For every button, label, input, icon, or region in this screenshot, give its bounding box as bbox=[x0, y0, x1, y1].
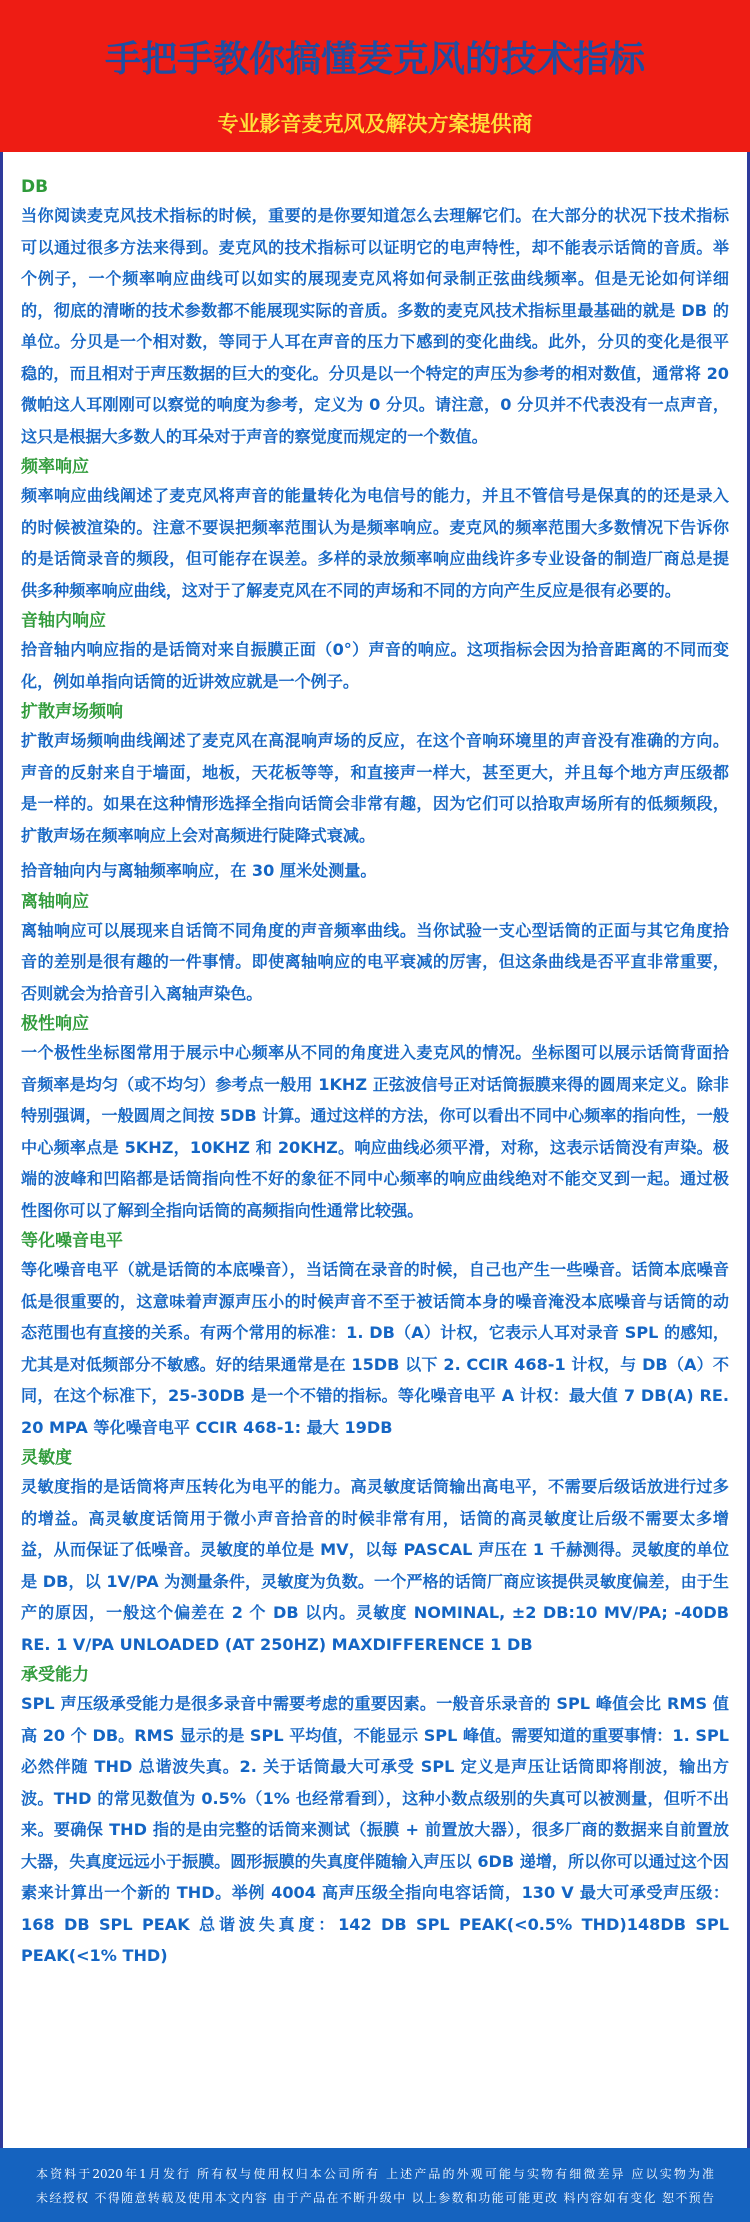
footer-disclaimer-line-2: 未经授权 不得随意转载及使用本文内容 由于产品在不断升级中 以上参数和功能可能更改 料内容如有变化 恕不预告 bbox=[36, 2191, 714, 2205]
section-text-spl-handling: SPL 声压级承受能力是很多录音中需要考虑的重要因素。一般音乐录音的 SPL 峰值会比 RMS 值高 20 个 DB。RMS 显示的是 SPL 平均值，不能显示 SPL 峰值。需要知道的重要事情：1. SPL 必然伴随 THD 总谐波失真。2. 关于话筒最大可承受 SPL 定义是声压让话筒即将削波，输出方波。THD 的常见数值为 0.5%（1% 也经常看到），这种小数点级别的失真可以被测量，但听不出来。要确保 THD 指的是由完整的话筒来测试（振膜 + 前置放大器），很多厂商的数据来自前置放大器，失真度远远小于振膜。圆形振膜的失真度伴随输入声压以 6DB 递增，所以你可以通过这个因素来计算出一个新的 THD。举例 4004 高声压级全指向电容话筒，130 V 最大可承受声压级：168 DB SPL PEAK 总谐波失真度：142 DB SPL PEAK(<0.5% THD)148DB SPL PEAK(<1% THD) bbox=[21, 1694, 729, 1965]
section-text-db: 当你阅读麦克风技术指标的时候，重要的是你要知道怎么去理解它们。在大部分的状况下技术指标可以通过很多方法来得到。麦克风的技术指标可以证明它的电声特性，却不能表示话筒的音质。举个例子，一个频率响应曲线可以如实的展现麦克风将如何录制正弦曲线频率。但是无论如何详细的，彻底的清晰的技术参数都不能展现实际的音质。多数的麦克风技术指标里最基础的就是 DB 的单位。分贝是一个相对数，等同于人耳在声音的压力下感到的变化曲线。此外，分贝的变化是很平稳的，而且相对于声压数据的巨大的变化。分贝是以一个特定的声压为参考的相对数值，通常将 20 微帕这人耳刚刚可以察觉的响度为参考，定义为 0 分贝。请注意，0 分贝并不代表没有一点声音，这只是根据大多数人的耳朵对于声音的察觉度而规定的一个数值。 bbox=[21, 206, 729, 446]
section-title-db: DB bbox=[21, 177, 49, 197]
section-title-spl-handling: 承受能力 bbox=[21, 1665, 89, 1685]
section-title-on-axis-response: 音轴内响应 bbox=[21, 611, 106, 631]
section-text-sensitivity: 灵敏度指的是话筒将声压转化为电平的能力。高灵敏度话筒输出高电平，不需要后级话放进行过多的增益。高灵敏度话筒用于微小声音拾音的时候非常有用，话筒的高灵敏度让后级不需要太多增益，从而保证了低噪音。灵敏度的单位是 MV，以每 PASCAL 声压在 1 千赫测得。灵敏度的单位是 DB，以 1V/PA 为测量条件，灵敏度为负数。一个严格的话筒厂商应该提供灵敏度偏差，由于生产的原因，一般这个偏差在 2 个 DB 以内。灵敏度 NOMINAL, ±2 DB:10 MV/PA; -40DB RE. 1 V/PA UNLOADED (AT 250HZ) MAXDIFFERENCE 1 DB bbox=[21, 1477, 729, 1654]
page-footer bbox=[0, 2148, 750, 2222]
article-body bbox=[0, 152, 750, 2148]
section-title-frequency-response: 频率响应 bbox=[21, 457, 89, 477]
page-header bbox=[0, 0, 750, 152]
section-title-equivalent-noise: 等化噪音电平 bbox=[21, 1231, 123, 1251]
section-text-on-axis-response: 拾音轴内响应指的是话筒对来自振膜正面（0°）声音的响应。这项指标会因为拾音距离的不同而变化，例如单指向话筒的近讲效应就是一个例子。 bbox=[21, 640, 729, 691]
section-text-frequency-response: 频率响应曲线阐述了麦克风将声音的能量转化为电信号的能力，并且不管信号是保真的的还是录入的时候被渲染的。注意不要误把频率范围认为是频率响应。麦克风的频率范围大多数情况下告诉你的是话筒录音的频段，但可能存在误差。多样的录放频率响应曲线许多专业设备的制造厂商总是提供多种频率响应曲线，这对于了解麦克风在不同的声场和不同的方向产生反应是很有必要的。 bbox=[21, 486, 729, 600]
page-title: 手把手教你搞懂麦克风的技术指标 bbox=[104, 39, 645, 80]
section-text-diffuse-field-response: 扩散声场频响曲线阐述了麦克风在高混响声场的反应，在这个音响环境里的声音没有准确的方向。声音的反射来自于墙面，地板，天花板等等，和直接声一样大，甚至更大，并且每个地方声压级都是一样的。如果在这种情形选择全指向话筒会非常有趣，因为它们可以拾取声场所有的低频频段，扩散声场在频率响应上会对高频进行陡降式衰减。 bbox=[21, 731, 729, 845]
section-title-sensitivity: 灵敏度 bbox=[21, 1448, 72, 1468]
section-text-equivalent-noise: 等化噪音电平（就是话筒的本底噪音），当话筒在录音的时候，自己也产生一些噪音。话筒本底噪音低是很重要的，这意味着声源声压小的时候声音不至于被话筒本身的噪音淹没本底噪音与话筒的动态范围也有直接的关系。有两个常用的标准：1. DB（A）计权，它表示人耳对录音 SPL 的感知，尤其是对低频部分不敏感。好的结果通常是在 15DB 以下 2. CCIR 468-1 计权，与 DB（A）不同，在这个标准下，25-30DB 是一个不错的指标。等化噪音电平 A 计权：最大值 7 DB(A) RE. 20 ΜPA 等化噪音电平 CCIR 468-1: 最大 19DB bbox=[21, 1260, 729, 1437]
section-title-polar-response: 极性响应 bbox=[21, 1014, 89, 1034]
page-subtitle: 专业影音麦克风及解决方案提供商 bbox=[217, 112, 533, 136]
section-text-diffuse-field-note: 拾音轴向内与离轴频率响应，在 30 厘米处测量。 bbox=[21, 861, 377, 880]
footer-disclaimer-line-1: 本资料于2020年1月发行 所有权与使用权归本公司所有 上述产品的外观可能与实物有细微差异 应以实物为准 bbox=[36, 2167, 714, 2181]
section-title-diffuse-field-response: 扩散声场频响 bbox=[21, 702, 123, 722]
section-text-polar-response: 一个极性坐标图常用于展示中心频率从不同的角度进入麦克风的情况。坐标图可以展示话筒背面拾音频率是均匀（或不均匀）参考点一般用 1KHZ 正弦波信号正对话筒振膜来得的圆周来定义。除非特别强调，一般圆周之间按 5DB 计算。通过这样的方法，你可以看出不同中心频率的指向性，一般中心频率点是 5KHZ，10KHZ 和 20KHZ。响应曲线必须平滑，对称，这表示话筒没有声染。极端的波峰和凹陷都是话筒指向性不好的象征不同中心频率的响应曲线绝对不能交叉到一起。通过极性图你可以了解到全指向话筒的高频指向性通常比较强。 bbox=[21, 1043, 729, 1220]
section-title-off-axis-response: 离轴响应 bbox=[21, 891, 89, 912]
section-text-off-axis-response: 离轴响应可以展现来自话筒不同角度的声音频率曲线。当你试验一支心型话筒的正面与其它角度拾音的差别是很有趣的一件事情。即使离轴响应的电平衰减的厉害，但这条曲线是否平直非常重要，否则就会为拾音引入离轴声染色。 bbox=[21, 920, 729, 1003]
